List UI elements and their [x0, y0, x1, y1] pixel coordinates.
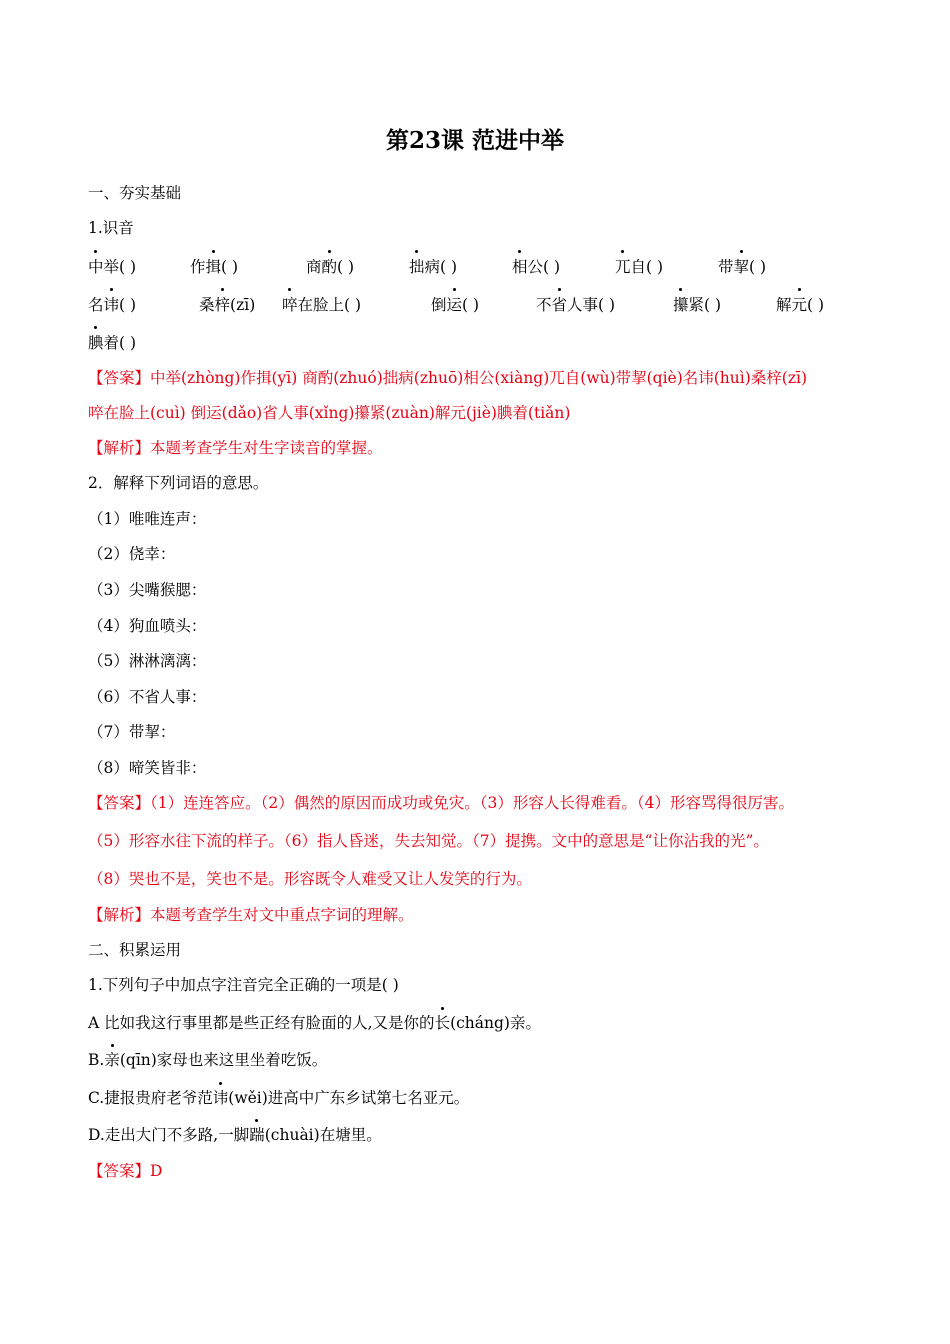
list-item: （8）啼笑皆非： [88, 759, 207, 777]
option-c: C.捷报贵府老爷范讳(wěi)进高中广东乡试第七名亚元。 [88, 1089, 470, 1107]
list-item: （2）侥幸： [88, 545, 176, 563]
pinyin-item: 不省人事( ) [536, 293, 615, 315]
pinyin-item: 相公( ) [512, 255, 560, 277]
pinyin-item: 桑梓(zī) [199, 293, 255, 315]
pinyin-item: 商酌( ) [306, 255, 354, 277]
answer-text: （5）形容水往下流的样子。（6）指人昏迷，失去知觉。（7）提携。文中的意思是“让你沾我的光”。 [88, 832, 769, 850]
option-a: A 比如我这行事里都是些正经有脸面的人,又是你的长(cháng)亲。 [88, 1014, 541, 1032]
pinyin-item: 带挈( ) [718, 255, 766, 277]
pinyin-item: 作揖( ) [190, 255, 238, 277]
section-heading: 一、夯实基础 [88, 184, 182, 202]
pinyin-item: 啐在脸上( ) [282, 293, 361, 315]
answer-text: 啐在脸上(cuì) 倒运(dǎo)省人事(xǐng)攥紧(zuàn)解元(jiè)腆着(tiǎn) [88, 404, 571, 422]
pinyin-item: 中举( ) [88, 255, 136, 277]
answer-text: 【答案】中举(zhòng)作揖(yī) 商酌(zhuó)拙病(zhuō)相公(xiàng)兀自(wù)带挈(qiè)名讳(huì)桑梓(zī) [88, 369, 807, 387]
list-item: （5）淋淋漓漓： [88, 652, 207, 670]
pinyin-item: 腆着( ) [88, 331, 136, 353]
list-item: （7）带挈： [88, 723, 176, 741]
answer-text: 【答案】（1）连连答应。（2）偶然的原因而成功或免灾。（3）形容人长得难看。（4）形容骂得很厉害。 [88, 794, 794, 812]
answer-text: （8）哭也不是，笑也不是。形容既令人难受又让人发笑的行为。 [88, 870, 532, 888]
analysis-text: 【解析】本题考查学生对文中重点字词的理解。 [88, 906, 414, 924]
pinyin-item: 攥紧( ) [673, 293, 721, 315]
pinyin-item: 拙病( ) [409, 255, 457, 277]
list-item: （3）尖嘴猴腮： [88, 581, 207, 599]
option-b: B.亲(qīn)家母也来这里坐着吃饭。 [88, 1051, 328, 1069]
pinyin-item: 倒运( ) [431, 293, 479, 315]
question-title: 1.识音 [88, 219, 134, 237]
question-title: 1.下列句子中加点字注音完全正确的一项是( ) [88, 976, 399, 994]
section-heading: 二、积累运用 [88, 941, 182, 959]
pinyin-item: 兀自( ) [615, 255, 663, 277]
list-item: （4）狗血喷头： [88, 617, 207, 635]
list-item: （1）唯唯连声： [88, 510, 207, 528]
pinyin-item: 名讳( ) [88, 293, 136, 315]
page-title: 第23课 范进中举 [385, 127, 564, 154]
answer-text: 【答案】D [88, 1162, 163, 1180]
question-title: 2．解释下列词语的意思。 [88, 474, 269, 492]
analysis-text: 【解析】本题考查学生对生字读音的掌握。 [88, 439, 383, 457]
list-item: （6）不省人事： [88, 688, 207, 706]
pinyin-item: 解元( ) [776, 293, 824, 315]
option-d: D.走出大门不多路,一脚踹(chuài)在塘里。 [88, 1126, 382, 1144]
